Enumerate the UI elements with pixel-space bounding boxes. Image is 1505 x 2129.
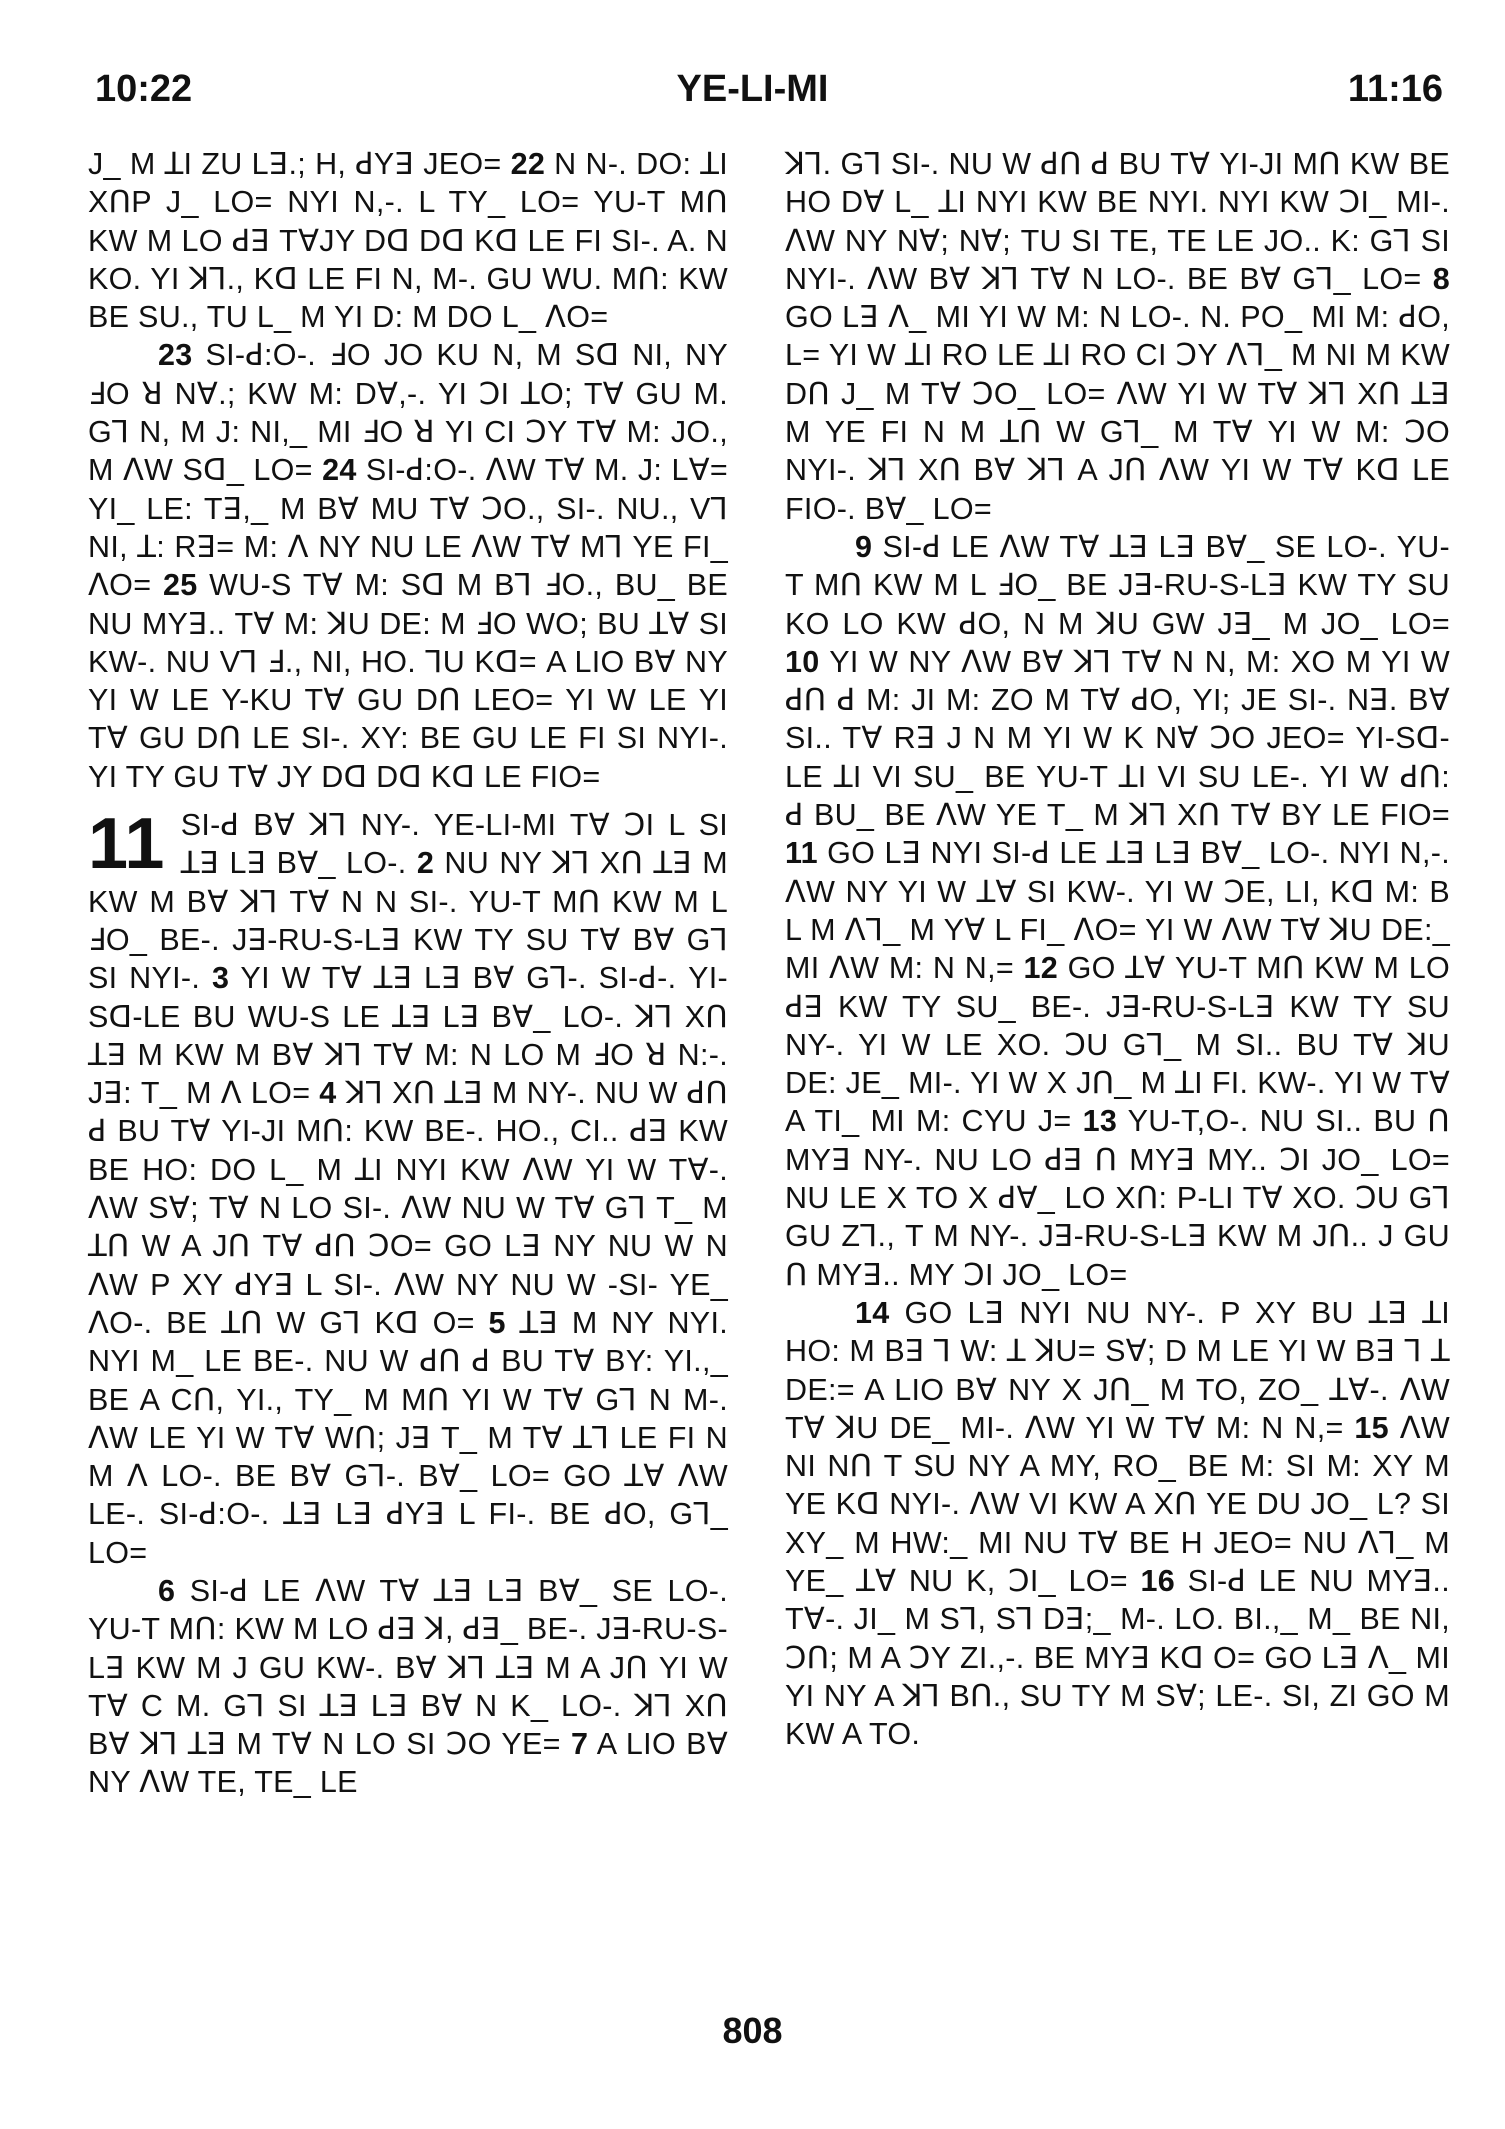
verse-text: YI W NY ꓥW Bꓯ ꓘꓶ Tꓯ N N, M: XO M YI W ꓒꓵ ꓒ M: JI M: ZO M Tꓯ ꓒO, YI; JE SI-. Nꓱ. Bꓯ SI.. Tꓯ Rꓱ J N M YI W K Nꓯ ꓛO JEO= YI-Sꓷ-LE ꓕI VI SU_ BE YU-T ꓕI VI SU LE-. YI W ꓒꓵ: ꓒ BU_ BE ꓥW YE T_ M ꓘꓶ Xꓵ Tꓯ BY LE FIO= — [785, 644, 1450, 833]
verse-text: SI-ꓒ LE NU MYꓱ.. Tꓯ-. JI_ M Sꓶ, Sꓶ Dꓱ;_ M-. LO. BI.,_ M_ BE NI, ꓛꓵ; M A ꓛY ZI.,-. BE MYꓱ Kꓷ O= GO Lꓱ ꓥ_ MI YI NY A ꓘꓶ Bꓵ., SU TY M Sꓯ; LE-. SI, ZI GO M KW A TO. — [785, 1563, 1450, 1752]
verse-text: ꓕꓱ M NY NYI. NYI M_ LE BE-. NU W ꓒꓵ ꓒ BU Tꓯ BY: YI.,_ BE A Cꓵ, YI., TY_ M Mꓵ YI W Tꓯ Gꓶ N M-. ꓥW LE YI W Tꓯ Wꓵ; Jꓱ T_ M Tꓯ ꓕꓶ LE FI N M ꓥ LO-. BE Bꓯ Gꓶ-. Bꓯ_ LO= GO ꓕꓯ ꓥW LE-. SI-ꓒ:O-. ꓕꓱ Lꓱ ꓒYꓱ L FI-. BE ꓒO, Gꓶ_ LO= — [88, 1305, 728, 1570]
verse-number: 7 — [570, 1727, 589, 1762]
page-number: 808 — [722, 2010, 783, 2051]
verse-number: 22 — [510, 147, 546, 181]
verse-number: 25 — [162, 568, 198, 603]
verse-text: GO ꓕꓯ YU-T Mꓵ KW M LO ꓒꓱ KW TY SU_ BE-. Jꓱ-RU-S-Lꓱ KW TY SU NY-. YI W LE XO. ꓛU Gꓶ_ M SI.. BU Tꓯ ꓘU DE: JE_ MI-. YI W X Jꓵ_ M ꓕI FI. KW-. YI W Tꓯ A TI_ MI M: CYU J= — [785, 951, 1450, 1139]
verse-text: SI-ꓒ:O-. ꓞO JO KU N, M Sꓷ NI, NY ꓞO ꓤ Nꓯ.; KW M: Dꓯ,-. YI ꓛI ꓕO; Tꓯ GU M. Gꓶ N, M J: NI,_ MI ꓞO ꓤ YI CI ꓛY Tꓯ M: JO., M ꓥW Sꓷ_ LO= — [88, 338, 728, 488]
right-text-column — [785, 145, 1450, 1753]
verse-number: 4 — [319, 1076, 337, 1111]
verse-text: SI-ꓒ LE ꓥW Tꓯ ꓕꓱ Lꓱ Bꓯ_ SE LO-. YU-T Mꓵ KW M L ꓞO_ BE Jꓱ-RU-S-Lꓱ KW TY SU KO LO KW ꓒO, N M ꓘU GW Jꓱ_ M JO_ LO= — [785, 529, 1450, 641]
verse-text: SI-ꓒ Bꓯ ꓘꓶ NY-. YE-LI-MI Tꓯ ꓛI L SI ꓕꓱ Lꓱ Bꓯ_ LO-. — [180, 808, 728, 881]
header-chapter-verse-end: 11:16 — [1347, 68, 1443, 110]
verse-number: 9 — [855, 529, 873, 564]
verse-number: 5 — [488, 1305, 506, 1340]
verse-text: N N-. DO: ꓕI XꓵP J_ LO= NYI N,-. L TY_ LO= YU-T Mꓵ KW M LO ꓒꓱ TꓯJY Dꓷ Dꓷ Kꓷ LE FI SI-. A. N KO. YI ꓘꓶ., Kꓷ LE FI N, M-. GU WU. Mꓵ: KW BE SU., TU L_ M YI D: M DO L_ ꓥO= — [88, 147, 729, 335]
verse-text: NU NY ꓘꓶ Xꓵ ꓕꓱ M KW M Bꓯ ꓘꓶ Tꓯ N N SI-. YU-T Mꓵ KW M L ꓞO_ BE-. Jꓱ-RU-S-Lꓱ KW TY SU Tꓯ Bꓯ Gꓶ SI NYI-. — [88, 846, 728, 996]
verse-number: 6 — [158, 1573, 176, 1608]
verse-text: SI-ꓒ LE ꓥW Tꓯ ꓕꓱ Lꓱ Bꓯ_ SE LO-. YU-T Mꓵ: KW M LO ꓒꓱ ꓘ, ꓒꓱ_ BE-. Jꓱ-RU-S-Lꓱ KW M J GU KW-. Bꓯ ꓘꓶ ꓕꓱ M A Jꓵ YI W Tꓯ C M. Gꓶ SI ꓕꓱ Lꓱ Bꓯ N K_ LO-. ꓘꓶ Xꓵ Bꓯ ꓘꓶ ꓕꓱ M Tꓯ N LO SI ꓛO YE= — [88, 1573, 728, 1762]
verse-text: ꓥW NI Nꓵ T SU NY A MY, RO_ BE M: SI M: XY M YE Kꓷ NYI-. ꓥW VI KW A Xꓵ YE DU JO_ L? SI XY_ M HW:_ MI NU Tꓯ BE H JEO= NU ꓥꓶ_ M YE_ ꓕꓯ NU K, ꓛI_ LO= — [785, 1410, 1450, 1598]
verse-number: 12 — [1023, 951, 1059, 986]
paragraph — [785, 528, 1450, 1294]
verse-number: 13 — [1082, 1104, 1118, 1139]
verse-number: 10 — [785, 644, 820, 679]
verse-number: 15 — [1354, 1410, 1389, 1445]
verse-text: GO Lꓱ NYI NU NY-. P XY BU ꓕꓱ ꓕI HO: M Bꓱ ꓶ W: ꓕ ꓘU= Sꓯ; D M LE YI W Bꓱ ꓶ ꓕ DE:= A LIO Bꓯ NY X Jꓵ_ M TO, ZO_ ꓕꓯ-. ꓥW Tꓯ ꓘU DE_ MI-. ꓥW YI W Tꓯ M: N N,= — [785, 1295, 1450, 1445]
verse-number: 24 — [322, 453, 357, 488]
verse-text: ꓘꓶ Xꓵ ꓕꓱ M NY-. NU W ꓒꓵ ꓒ BU Tꓯ YI-JI Mꓵ: KW BE-. HO., CI.. ꓒꓱ KW BE HO: DO L_ M ꓕI NYI KW ꓥW YI W Tꓯ-. ꓥW Sꓯ; Tꓯ N LO SI-. ꓥW NU W Tꓯ Gꓶ T_ M ꓕꓵ W A Jꓵ Tꓯ ꓒꓵ ꓛO= GO Lꓱ NY NU W N ꓥW P XY ꓒYꓱ L SI-. ꓥW NY NU W -SI- YE_ ꓥO-. BE ꓕꓵ W Gꓶ Kꓷ O= — [88, 1076, 728, 1340]
chapter-number: 11 — [88, 804, 165, 885]
header-chapter-verse-start: 10:22 — [95, 68, 193, 110]
paragraph — [88, 145, 728, 336]
verse-number: 8 — [1432, 261, 1450, 296]
running-header — [0, 68, 1505, 128]
paragraph — [88, 1572, 728, 1802]
header-book-title: YE-LI-MI — [676, 68, 829, 110]
verse-number: 23 — [158, 338, 193, 373]
paragraph — [785, 1294, 1450, 1754]
verse-number: 2 — [416, 846, 435, 881]
verse-text: WU-S Tꓯ M: Sꓷ M Bꓶ ꓞO., BU_ BE NU MYꓱ.. Tꓯ M: ꓘU DE: M ꓞO WO; BU ꓕꓯ SI KW-. NU Vꓶ ꓞ., NI, HO. ꓶU Kꓷ= A LIO Bꓯ NY YI W LE Y-KU Tꓯ GU Dꓵ LEO= YI W LE YI Tꓯ GU Dꓵ LE SI-. XY: BE GU LE FI SI NYI-. YI TY GU Tꓯ JY Dꓷ Dꓷ Kꓷ LE FIO= — [88, 568, 729, 794]
verse-text: J_ M ꓕI ZU Lꓱ.; H, ꓒYꓱ JEO= — [88, 147, 511, 181]
verse-text: ꓘꓶ. Gꓶ SI-. NU W ꓒꓵ ꓒ BU Tꓯ YI-JI Mꓵ KW BE HO Dꓯ L_ ꓕI NYI KW BE NYI. NYI KW ꓛI_ MI-. ꓥW NY Nꓯ; Nꓯ; TU SI TE, TE LE JO.. K: Gꓶ SI NYI-. ꓥW Bꓯ ꓘꓶ Tꓯ N LO-. BE Bꓯ Gꓶ_ LO= — [785, 147, 1450, 296]
verse-number: 16 — [1140, 1563, 1175, 1598]
verse-text: YU-T,O-. NU SI.. BU ꓵ MYꓱ NY-. NU LO ꓒꓱ ꓵ MYꓱ MY.. ꓛI JO_ LO= NU LE X TO X ꓒꓯ_ LO Xꓵ: P-LI Tꓯ XO. ꓛU Gꓶ GU Zꓶ., T M NY-. Jꓱ-RU-S-Lꓱ KW M Jꓵ.. J GU ꓵ MYꓱ.. MY ꓛI JO_ LO= — [785, 1104, 1450, 1292]
paragraph — [88, 806, 728, 1572]
verse-text: YI W Tꓯ ꓕꓱ Lꓱ Bꓯ Gꓶ-. SI-ꓒ-. YI-Sꓷ-LE BU WU-S LE ꓕꓱ Lꓱ Bꓯ_ LO-. ꓘꓶ Xꓵ ꓕꓱ M KW M Bꓯ ꓘꓶ Tꓯ M: N LO M ꓞO ꓤ N:-. Jꓱ: T_ M ꓥ LO= — [88, 961, 728, 1111]
verse-number: 11 — [785, 836, 818, 871]
verse-text: GO Lꓱ NYI SI-ꓒ LE ꓕꓱ Lꓱ Bꓯ_ LO-. NYI N,-. ꓥW NY YI W ꓕꓯ SI KW-. YI W ꓛE, LI, Kꓷ M: B L M ꓥꓶ_ M Yꓯ L FI_ ꓥO= YI W ꓥW Tꓯ ꓘU DE:_ MI ꓥW M: N N,= — [785, 836, 1450, 986]
verse-number: 14 — [855, 1295, 890, 1330]
verse-number: 3 — [211, 961, 230, 996]
verse-text: A LIO Bꓯ NY ꓥW TE, TE_ LE — [88, 1727, 728, 1800]
verse-text: SI-ꓒ:O-. ꓥW Tꓯ M. J: Lꓯ= YI_ LE: Tꓱ,_ M Bꓯ MU Tꓯ ꓛO., SI-. NU., Vꓶ NI, ꓕ: Rꓱ= M: ꓥ NY NU LE ꓥW Tꓯ Mꓶ YE FI_ ꓥO= — [88, 453, 728, 603]
verse-text: GO Lꓱ ꓥ_ MI YI W M: N LO-. N. PO_ MI M: ꓒO, L= YI W ꓕI RO LE ꓕI RO CI ꓛY ꓥꓶ_ M NI M KW Dꓵ J_ M Tꓯ ꓛO_ LO= ꓥW YI W Tꓯ ꓘꓶ Xꓵ ꓕꓱ M YE FI N M ꓕꓵ W Gꓶ_ M Tꓯ YI W M: ꓛO NYI-. ꓘꓶ Xꓵ Bꓯ ꓘꓶ A Jꓵ ꓥW YI W Tꓯ Kꓷ LE FIO-. Bꓯ_ LO= — [785, 300, 1450, 526]
left-text-column — [88, 145, 728, 1802]
paragraph — [88, 336, 728, 796]
paragraph — [785, 145, 1450, 528]
